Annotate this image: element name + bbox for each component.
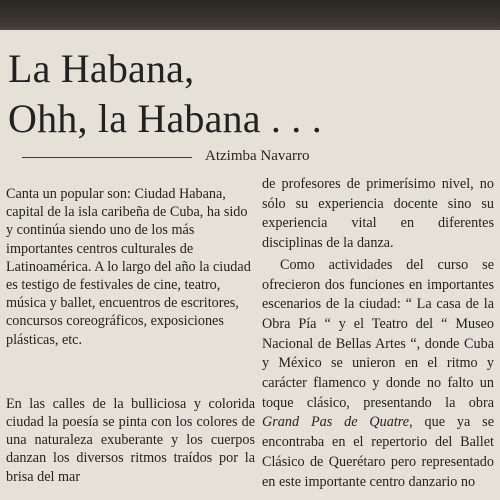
right-paragraph-2 [262, 256, 494, 492]
header-photo-band [0, 0, 500, 30]
author-byline: Atzimba Navarro [205, 148, 310, 164]
right-paragraph-2-text-b: , que ya se encontraba en el repertorio del Ballet Clásico de Querétaro pero representado en este importante centro danzario no [262, 414, 494, 490]
title-line-2: Ohh, la Habana . . . [8, 96, 322, 141]
title-line-1: La Habana, [8, 46, 195, 91]
article-title [8, 44, 322, 144]
work-title: Grand Pas de Quatre [262, 414, 410, 431]
byline-rule [22, 157, 192, 158]
left-paragraph-1: Canta un popular son: Ciudad Habana, capital de la isla caribeña de Cuba, ha sido y continúa siendo uno de los más importantes centros culturales de Latinoamérica. A lo largo del año la ciudad es testigo de festivales de cine, teatro, música y ballet, encuentros de escritores, concursos coreográficos, exposiciones plásticas, etc. [6, 186, 251, 348]
left-paragraph-2: En las calles de la bulliciosa y colorida ciudad la poesía se pinta con los colores de una naturaleza exuberante y los cuerpos danzan los diversos ritmos traídos por la brisa del mar [6, 395, 255, 485]
right-paragraph-1: de profesores de primerísimo nivel, no sólo su experiencia docente sino su experiencia vital en diferentes disciplinas de la danza. [262, 176, 494, 252]
right-column [262, 175, 494, 492]
right-paragraph-2-text-a: Como actividades del curso se ofrecieron dos funciones en importantes escenarios de la ciudad: “ La casa de la Obra Pía “ y el Teatro del “ Museo Nacional de Bellas Artes “, donde Cuba y México se unieron en el ritmo y carácter flamenco y donde no falto un toque clásico, presentando la obra [262, 256, 494, 411]
left-column [6, 185, 255, 486]
